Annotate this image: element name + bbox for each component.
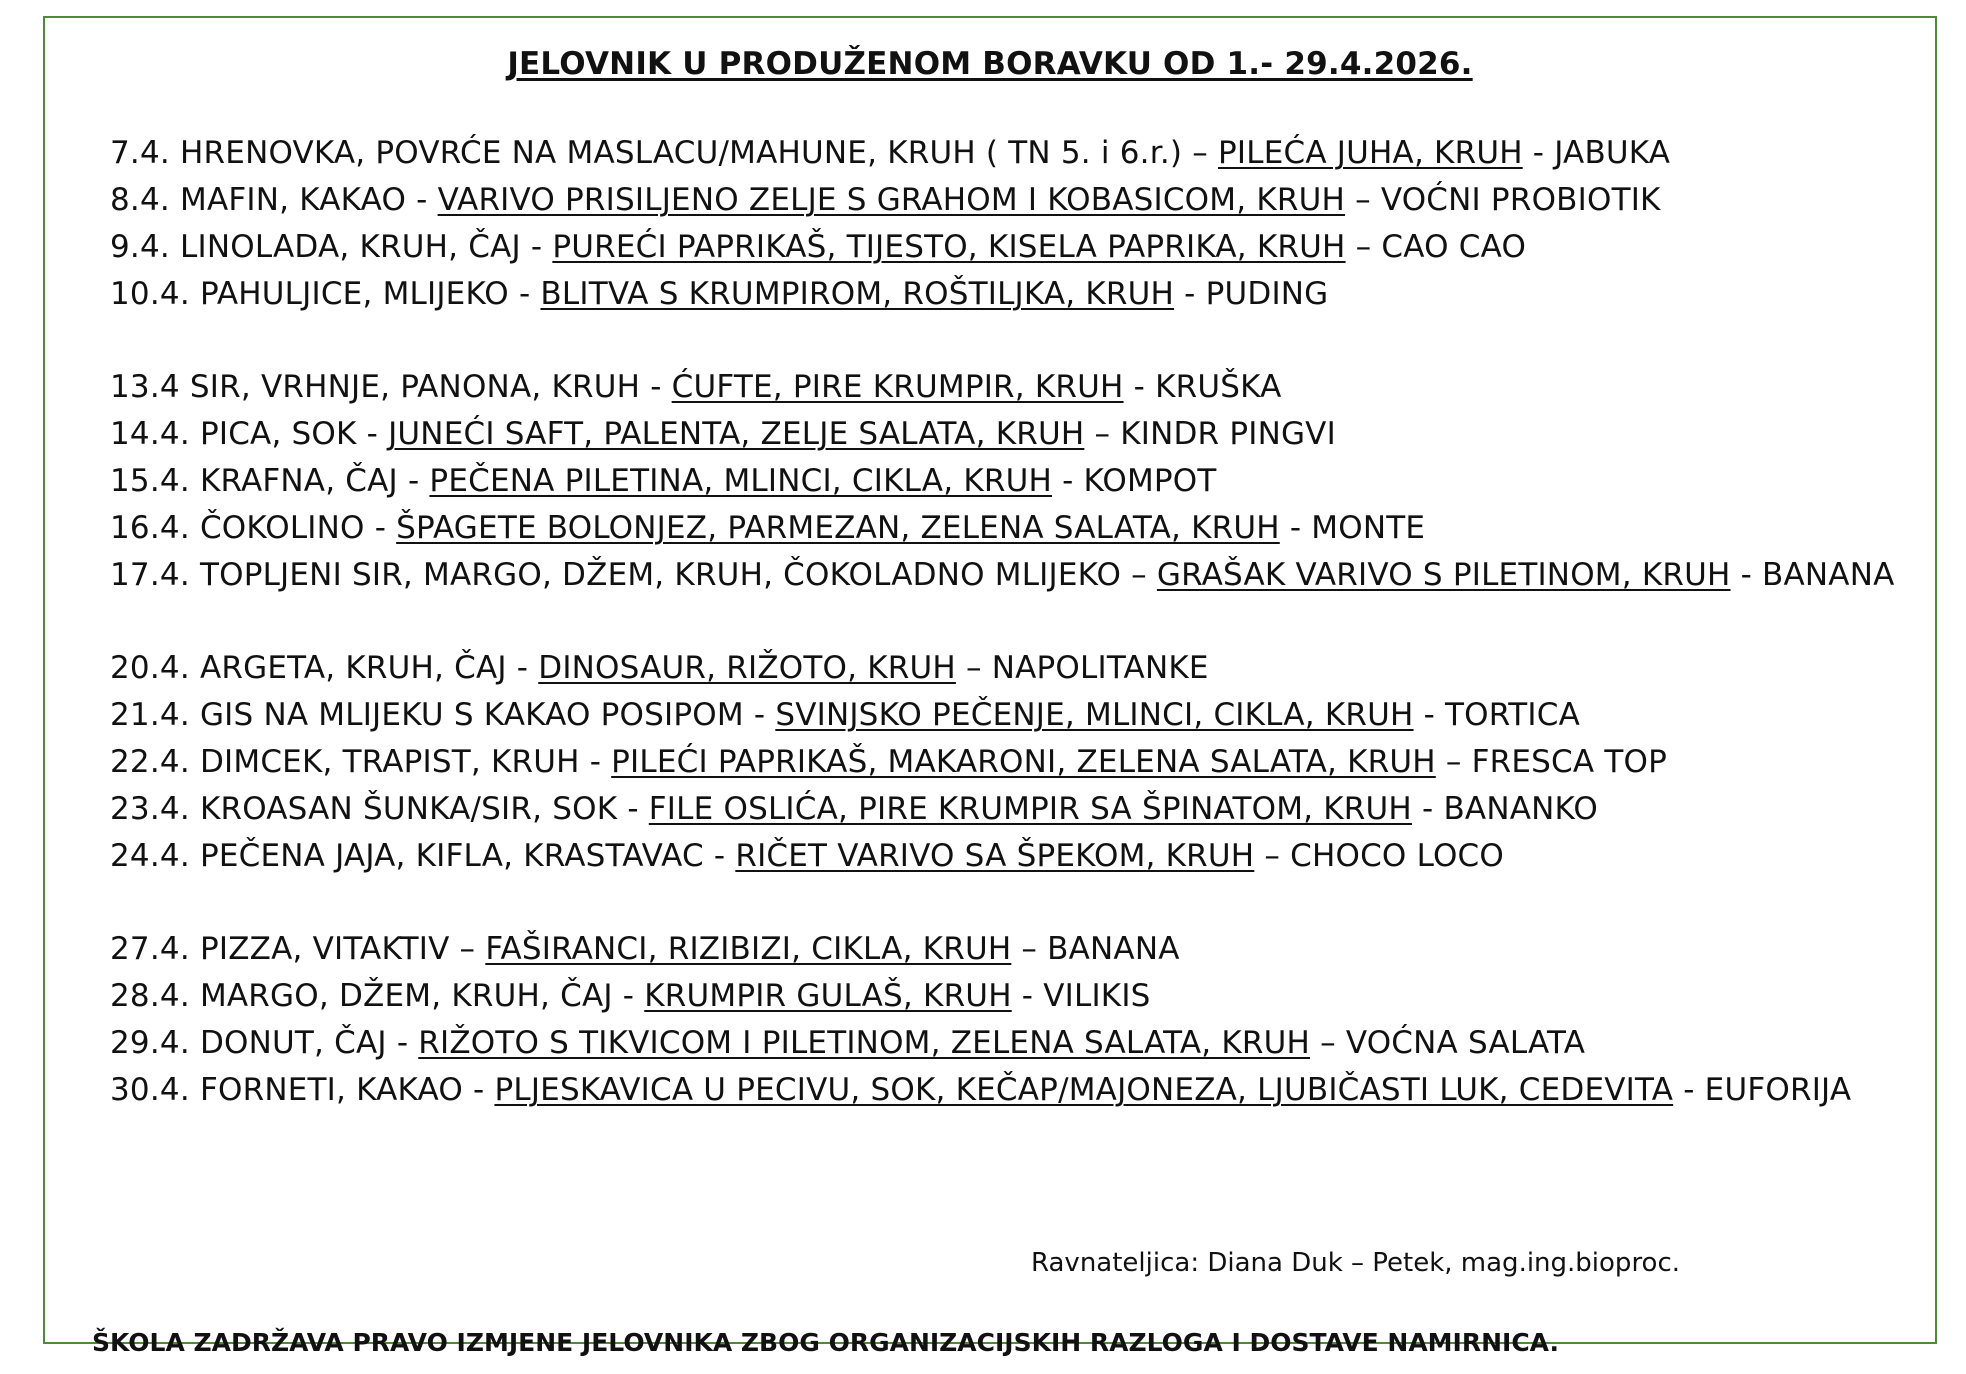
menu-row bbox=[110, 224, 1930, 271]
menu-snack: NAPOLITANKE bbox=[991, 650, 1209, 686]
menu-lunch: KRUMPIR GULAŠ, KRUH bbox=[644, 978, 1012, 1014]
menu-breakfast: MAFIN, KAKAO bbox=[180, 182, 407, 218]
menu-breakfast: HRENOVKA, POVRĆE NA MASLACU/MAHUNE, KRUH ( TN 5. i 6.r.) bbox=[180, 135, 1183, 171]
week-2 bbox=[110, 364, 1930, 599]
menu-row bbox=[110, 645, 1930, 692]
menu-separator: - bbox=[1423, 697, 1435, 733]
menu-breakfast: PIZZA, VITAKTIV bbox=[199, 931, 450, 967]
menu-lunch: JUNEĆI SAFT, PALENTA, ZELJE SALATA, KRUH bbox=[388, 416, 1085, 452]
menu-breakfast: SIR, VRHNJE, PANONA, KRUH bbox=[189, 369, 651, 405]
menu-separator: – bbox=[965, 650, 982, 686]
menu-separator: – bbox=[459, 931, 476, 967]
menu-row bbox=[110, 786, 1930, 833]
menu-snack: KOMPOT bbox=[1083, 463, 1217, 499]
menu-separator: – bbox=[1131, 557, 1147, 593]
menu-row bbox=[110, 271, 1930, 318]
menu-separator: - bbox=[1740, 557, 1752, 593]
menu-separator: - bbox=[589, 744, 602, 780]
menu-snack: CHOCO LOCO bbox=[1290, 838, 1504, 874]
menu-separator: - bbox=[473, 1072, 485, 1108]
menu-lunch: BLITVA S KRUMPIROM, ROŠTILJKA, KRUH bbox=[540, 276, 1175, 312]
menu-row bbox=[110, 692, 1930, 739]
menu-date: 30.4. bbox=[110, 1072, 190, 1108]
menu-breakfast: PEČENA JAJA, KIFLA, KRASTAVAC bbox=[199, 838, 704, 874]
menu-snack: BANANA bbox=[1047, 931, 1180, 967]
menu-snack: BANANKO bbox=[1443, 791, 1598, 827]
menu-separator: - bbox=[627, 791, 649, 827]
menu-date: 28.4. bbox=[110, 978, 190, 1014]
menu-date: 29.4. bbox=[110, 1025, 190, 1061]
menu-snack: KRUŠKA bbox=[1155, 369, 1282, 405]
week-1 bbox=[110, 130, 1930, 318]
menu-date: 23.4. bbox=[110, 791, 190, 827]
menu-separator: - bbox=[518, 276, 531, 312]
menu-lunch: FAŠIRANCI, RIZIBIZI, CIKLA, KRUH bbox=[485, 931, 1012, 967]
menu-lunch: PUREĆI PAPRIKAŠ, TIJESTO, KISELA PAPRIKA, KRUH bbox=[552, 229, 1346, 265]
menu-lunch: ĆUFTE, PIRE KRUMPIR, KRUH bbox=[671, 369, 1124, 405]
menu-date: 8.4. bbox=[110, 182, 170, 218]
menu-separator: - bbox=[374, 510, 387, 546]
disclaimer-note: ŠKOLA ZADRŽAVA PRAVO IZMJENE JELOVNIKA ZBOG ORGANIZACIJSKIH RAZLOGA I DOSTAVE NAMIRNICA. bbox=[92, 1328, 1559, 1357]
menu-separator: - bbox=[396, 1025, 409, 1061]
menu-date: 16.4. bbox=[110, 510, 190, 546]
menu-row bbox=[110, 973, 1930, 1020]
menu-snack: JABUKA bbox=[1554, 135, 1671, 171]
menu-breakfast: ČOKOLINO bbox=[199, 510, 365, 546]
menu-date: 24.4. bbox=[110, 838, 190, 874]
menu-separator: - bbox=[1184, 276, 1196, 312]
menu-row bbox=[110, 1067, 1930, 1114]
menu-separator: - bbox=[516, 650, 529, 686]
menu-separator: - bbox=[713, 838, 736, 874]
menu-date: 14.4. bbox=[110, 416, 190, 452]
document-frame bbox=[43, 16, 1937, 1357]
menu-row bbox=[110, 552, 1930, 599]
menu-snack: PUDING bbox=[1205, 276, 1329, 312]
menu-date: 15.4. bbox=[110, 463, 190, 499]
menu-lunch: FILE OSLIĆA, PIRE KRUMPIR SA ŠPINATOM, KRUH bbox=[648, 791, 1412, 827]
menu-snack: CAO CAO bbox=[1381, 229, 1527, 265]
menu-breakfast: DIMCEK, TRAPIST, KRUH bbox=[199, 744, 580, 780]
menu-separator: - bbox=[1422, 791, 1434, 827]
menu-date: 21.4. bbox=[110, 697, 190, 733]
menu-lunch: PILEĆA JUHA, KRUH bbox=[1218, 135, 1523, 171]
menu-separator: - bbox=[1289, 510, 1302, 546]
menu-separator: - bbox=[407, 463, 420, 499]
menu-breakfast: MARGO, DŽEM, KRUH, ČAJ bbox=[199, 978, 613, 1014]
menu-snack: EUFORIJA bbox=[1704, 1072, 1852, 1108]
menu-breakfast: LINOLADA, KRUH, ČAJ bbox=[180, 229, 521, 265]
menu-snack: FRESCA TOP bbox=[1471, 744, 1667, 780]
menu-row bbox=[110, 505, 1930, 552]
menu-row bbox=[110, 1020, 1930, 1067]
menu-date: 13.4 bbox=[110, 369, 180, 405]
menu-separator: – bbox=[1094, 416, 1111, 452]
menu-lunch: VARIVO PRISILJENO ZELJE S GRAHOM I KOBASICOM, KRUH bbox=[437, 182, 1346, 218]
menu-row bbox=[110, 833, 1930, 880]
menu-breakfast: KRAFNA, ČAJ bbox=[199, 463, 398, 499]
menu-breakfast: PICA, SOK bbox=[199, 416, 357, 452]
menu-lunch: RIČET VARIVO SA ŠPEKOM, KRUH bbox=[735, 838, 1255, 874]
week-4 bbox=[110, 926, 1930, 1114]
menu-snack: VOĆNA SALATA bbox=[1345, 1025, 1586, 1061]
menu-row bbox=[110, 458, 1930, 505]
menu-lunch: RIŽOTO S TIKVICOM I PILETINOM, ZELENA SALATA, KRUH bbox=[418, 1025, 1311, 1061]
menu-separator: - bbox=[650, 369, 662, 405]
menu-separator: – bbox=[1320, 1025, 1336, 1061]
page-title: JELOVNIK U PRODUŽENOM BORAVKU OD 1.- 29.4.2026. bbox=[507, 46, 1473, 82]
menu-date: 22.4. bbox=[110, 744, 190, 780]
week-3 bbox=[110, 645, 1930, 880]
menu-snack: VOĆNI PROBIOTIK bbox=[1380, 182, 1661, 218]
menu-lunch: SVINJSKO PEČENJE, MLINCI, CIKLA, KRUH bbox=[775, 697, 1414, 733]
menu-row bbox=[110, 364, 1930, 411]
principal-signature: Ravnateljica: Diana Duk – Petek, mag.ing.bioproc. bbox=[1031, 1248, 1681, 1278]
menu-lunch: PEČENA PILETINA, MLINCI, CIKLA, KRUH bbox=[429, 463, 1052, 499]
menu-row bbox=[110, 130, 1930, 177]
menu-snack: VILIKIS bbox=[1043, 978, 1151, 1014]
menu-date: 7.4. bbox=[110, 135, 170, 171]
menu-separator: - bbox=[1062, 463, 1074, 499]
menu-row bbox=[110, 926, 1930, 973]
menu-lunch: GRAŠAK VARIVO S PILETINOM, KRUH bbox=[1156, 557, 1731, 593]
menu-date: 17.4. bbox=[110, 557, 190, 593]
menu-breakfast: TOPLJENI SIR, MARGO, DŽEM, KRUH, ČOKOLADNO MLIJEKO bbox=[199, 557, 1122, 593]
menu-separator: – bbox=[1264, 838, 1281, 874]
menu-separator: - bbox=[1683, 1072, 1695, 1108]
menu-row bbox=[110, 177, 1930, 224]
menu-separator: – bbox=[1355, 182, 1371, 218]
menu-separator: - bbox=[1133, 369, 1146, 405]
menu-lunch: PILEĆI PAPRIKAŠ, MAKARONI, ZELENA SALATA, KRUH bbox=[611, 744, 1436, 780]
menu-separator: - bbox=[1532, 135, 1545, 171]
menu-date: 10.4. bbox=[110, 276, 190, 312]
menu-separator: - bbox=[416, 182, 428, 218]
menu-row bbox=[110, 739, 1930, 786]
menu-breakfast: DONUT, ČAJ bbox=[199, 1025, 387, 1061]
menu-separator: - bbox=[366, 416, 379, 452]
menu-breakfast: KROASAN ŠUNKA/SIR, SOK bbox=[199, 791, 618, 827]
menu-date: 27.4. bbox=[110, 931, 190, 967]
menu-lunch: ŠPAGETE BOLONJEZ, PARMEZAN, ZELENA SALATA, KRUH bbox=[396, 510, 1280, 546]
menu-separator: – bbox=[1192, 135, 1208, 171]
menu-snack: BANANA bbox=[1762, 557, 1895, 593]
menu-separator: - bbox=[530, 229, 543, 265]
menu-breakfast: ARGETA, KRUH, ČAJ bbox=[199, 650, 507, 686]
menu-lunch: DINOSAUR, RIŽOTO, KRUH bbox=[538, 650, 956, 686]
menu-separator: – bbox=[1021, 931, 1038, 967]
menu-breakfast: PAHULJICE, MLIJEKO bbox=[199, 276, 509, 312]
menu-row bbox=[110, 411, 1930, 458]
menu-breakfast: FORNETI, KAKAO bbox=[199, 1072, 463, 1108]
menu-snack: KINDR PINGVI bbox=[1120, 416, 1336, 452]
menu-snack: MONTE bbox=[1311, 510, 1426, 546]
menu-separator: - bbox=[622, 978, 635, 1014]
menu-separator: - bbox=[753, 697, 766, 733]
menu-snack: TORTICA bbox=[1445, 697, 1580, 733]
menu-list bbox=[110, 130, 1930, 1160]
menu-separator: – bbox=[1445, 744, 1462, 780]
menu-date: 9.4. bbox=[110, 229, 170, 265]
menu-separator: – bbox=[1355, 229, 1372, 265]
menu-lunch: PLJESKAVICA U PECIVU, SOK, KEČAP/MAJONEZA, LJUBIČASTI LUK, CEDEVITA bbox=[494, 1072, 1674, 1108]
menu-date: 20.4. bbox=[110, 650, 190, 686]
menu-separator: - bbox=[1021, 978, 1034, 1014]
menu-breakfast: GIS NA MLIJEKU S KAKAO POSIPOM bbox=[199, 697, 744, 733]
